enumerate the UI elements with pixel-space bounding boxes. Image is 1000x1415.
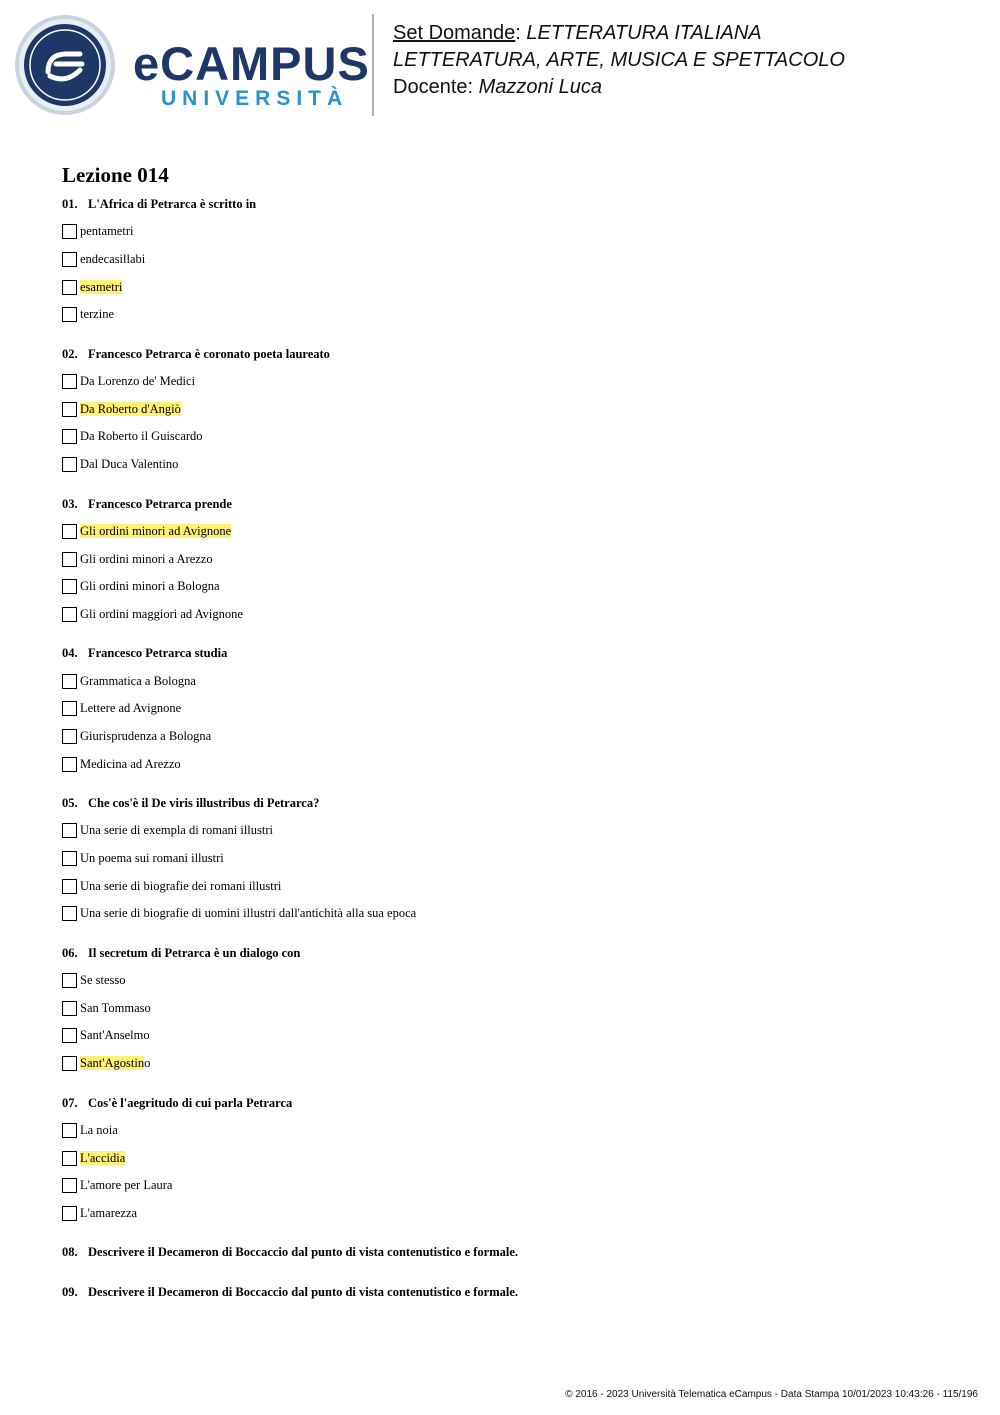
question-block (62, 346, 962, 479)
answer-label (80, 374, 195, 389)
question-text (62, 496, 962, 512)
answer-checkbox-icon[interactable] (62, 280, 77, 295)
answer-option[interactable] (62, 900, 962, 928)
answer-text: o (144, 1056, 151, 1071)
answer-checkbox-icon[interactable] (62, 1178, 77, 1193)
answer-label (80, 1123, 118, 1138)
answer-label (80, 701, 181, 716)
answer-label (80, 457, 178, 472)
answer-option[interactable] (62, 246, 962, 274)
answer-text: Gli ordini minori a Arezzo (80, 551, 213, 566)
answer-text: Un poema sui romani illustri (80, 851, 224, 866)
answer-option[interactable] (62, 518, 962, 546)
answer-option[interactable] (62, 1050, 962, 1078)
answer-label (80, 224, 133, 239)
question-number: 09. (62, 1285, 78, 1300)
answer-text: Una serie di biografie dei romani illustri (80, 878, 282, 893)
answer-option[interactable] (62, 994, 962, 1022)
question-number: 06. (62, 945, 78, 960)
answer-label (80, 823, 273, 838)
answer-text: pentametri (80, 224, 134, 239)
answer-text: L'amarezza (80, 1205, 138, 1220)
question-label: Francesco Petrarca è coronato poeta laureato (88, 346, 330, 361)
lesson-title: Lezione 014 (62, 163, 169, 187)
question-block (62, 1095, 962, 1228)
answer-label (80, 729, 211, 744)
answer-label (80, 1028, 150, 1043)
answer-checkbox-icon[interactable] (62, 1206, 77, 1221)
page-content (62, 162, 962, 1324)
question-number: 03. (62, 496, 78, 511)
question-number: 07. (62, 1095, 78, 1110)
set-label: Set Domande (393, 22, 516, 44)
ecampus-logo-badge-icon (14, 14, 116, 116)
answer-option[interactable] (62, 695, 962, 723)
answer-checkbox-icon[interactable] (62, 701, 77, 716)
course-line-2-row (393, 47, 845, 74)
answer-text: Lettere ad Avignone (80, 701, 182, 716)
answer-checkbox-icon[interactable] (62, 973, 77, 988)
page-header (0, 0, 1000, 130)
answer-option[interactable] (62, 1117, 962, 1145)
answer-text: Se stesso (80, 973, 126, 988)
question-label: Cos'è l'aegritudo di cui parla Petrarca (88, 1095, 293, 1110)
answer-checkbox-icon[interactable] (62, 757, 77, 772)
answer-text: Grammatica a Bologna (80, 673, 196, 688)
answer-text: L'amore per Laura (80, 1178, 173, 1193)
header-info (393, 20, 845, 101)
docente-name: Mazzoni Luca (478, 76, 603, 98)
answer-text: Una serie di biografie di uomini illustri dall'antichità alla sua epoca (80, 906, 417, 921)
answer-label (80, 429, 203, 444)
answer-label (80, 1151, 125, 1166)
answer-text: endecasillabi (80, 252, 146, 267)
answer-checkbox-icon[interactable] (62, 374, 77, 389)
answer-checkbox-icon[interactable] (62, 1123, 77, 1138)
question-number: 02. (62, 346, 78, 361)
question-label: L'Africa di Petrarca è scritto in (88, 197, 257, 211)
logo-brand: eCAMPUS (133, 37, 370, 90)
answer-label (80, 973, 126, 988)
answer-text: Giurisprudenza a Bologna (80, 728, 212, 743)
answer-option[interactable] (62, 218, 962, 246)
answer-checkbox-icon[interactable] (62, 823, 77, 838)
question-label: Il secretum di Petrarca è un dialogo con (88, 945, 301, 960)
question-block (62, 945, 962, 1078)
answer-option[interactable] (62, 368, 962, 396)
question-block (62, 196, 962, 329)
question-number: 04. (62, 646, 78, 661)
answer-option[interactable] (62, 451, 962, 479)
answer-option[interactable] (62, 395, 962, 423)
docente-label: Docente: (393, 76, 479, 98)
answer-text: Da Roberto il Guiscardo (80, 429, 203, 444)
answer-text: San Tommaso (80, 1000, 151, 1015)
answer-checkbox-icon[interactable] (62, 224, 77, 239)
highlighted-answer-text: esametri (80, 279, 123, 294)
answer-checkbox-icon[interactable] (62, 307, 77, 322)
question-block (62, 496, 962, 629)
answer-label (80, 879, 281, 894)
answer-checkbox-icon[interactable] (62, 1001, 77, 1016)
answer-option[interactable] (62, 750, 962, 778)
answer-label (80, 1178, 172, 1193)
set-separator: : (515, 22, 527, 44)
set-line (393, 20, 845, 47)
answer-text: Da Lorenzo de' Medici (80, 374, 196, 389)
question-label: Francesco Petrarca studia (88, 646, 228, 661)
answer-text: Gli ordini minori a Bologna (80, 579, 220, 594)
answer-option[interactable] (62, 301, 962, 329)
answer-label (80, 1056, 150, 1071)
answer-label (80, 280, 122, 295)
answer-label (80, 252, 145, 267)
question-text (62, 945, 962, 961)
answer-option[interactable] (62, 545, 962, 573)
answer-option[interactable] (62, 817, 962, 845)
question-text (62, 645, 962, 661)
answer-checkbox-icon[interactable] (62, 674, 77, 689)
highlighted-answer-text: Gli ordini minori ad Avignone (80, 523, 232, 538)
question-label: Che cos'è il De viris illustribus di Petrarca? (88, 796, 320, 810)
answer-label (80, 757, 181, 772)
answer-label (80, 307, 114, 322)
answer-option[interactable] (62, 573, 962, 601)
question-block (62, 645, 962, 778)
question-text (62, 1095, 962, 1111)
answer-checkbox-icon[interactable] (62, 906, 77, 921)
header-divider (372, 14, 374, 116)
answer-text: Gli ordini maggiori ad Avignone (80, 606, 243, 621)
answer-option[interactable] (62, 1172, 962, 1200)
highlighted-answer-text: L'accidia (80, 1150, 126, 1165)
question-list (62, 196, 962, 1227)
answer-checkbox-icon[interactable] (62, 402, 77, 417)
open-question-list (62, 1244, 962, 1300)
ecampus-logo-wordmark (133, 37, 370, 111)
highlighted-answer-text: Da Roberto d'Angiò (80, 401, 181, 416)
answer-checkbox-icon[interactable] (62, 1056, 77, 1071)
question-block (62, 795, 962, 928)
open-question-text (62, 1284, 962, 1300)
answer-checkbox-icon[interactable] (62, 457, 77, 472)
answer-label (80, 1001, 151, 1016)
question-label: Descrivere il Decameron di Boccaccio dal punto di vista contenutistico e formale. (88, 1285, 519, 1300)
answer-label (80, 906, 416, 921)
answer-label (80, 607, 243, 622)
answer-label (80, 579, 220, 594)
answer-text: Sant'Anselmo (80, 1028, 150, 1043)
answer-option[interactable] (62, 273, 962, 301)
answer-checkbox-icon[interactable] (62, 1028, 77, 1043)
question-text (62, 795, 962, 811)
docente-line (393, 74, 845, 101)
answer-checkbox-icon[interactable] (62, 879, 77, 894)
answer-option[interactable] (62, 967, 962, 995)
open-question-text (62, 1244, 962, 1260)
answer-label (80, 674, 196, 689)
answer-option[interactable] (62, 1200, 962, 1228)
answer-option[interactable] (62, 423, 962, 451)
answer-label (80, 524, 231, 539)
answer-option[interactable] (62, 723, 962, 751)
question-label: Descrivere il Decameron di Boccaccio dal punto di vista contenutistico e formale. (88, 1245, 519, 1260)
answer-checkbox-icon[interactable] (62, 1151, 77, 1166)
question-label: Francesco Petrarca prende (88, 496, 232, 511)
answer-checkbox-icon[interactable] (62, 252, 77, 267)
question-text (62, 196, 962, 212)
answer-checkbox-icon[interactable] (62, 552, 77, 567)
question-text (62, 346, 962, 362)
answer-text: La noia (80, 1122, 118, 1137)
answer-option[interactable] (62, 1022, 962, 1050)
answer-text: terzine (80, 307, 115, 322)
answer-checkbox-icon[interactable] (62, 729, 77, 744)
answer-text: Una serie di exempla di romani illustri (80, 823, 274, 838)
course-line-2: LETTERATURA, ARTE, MUSICA E SPETTACOLO (393, 49, 845, 71)
answer-option[interactable] (62, 872, 962, 900)
question-number: 08. (62, 1245, 78, 1260)
answer-text: Dal Duca Valentino (80, 457, 179, 472)
page-footer: © 2016 - 2023 Università Telematica eCampus - Data Stampa 10/01/2023 10:43:26 - 115/196 (565, 1389, 978, 1400)
course-line-1: LETTERATURA ITALIANA (526, 22, 762, 44)
answer-label (80, 402, 181, 417)
answer-text: Medicina ad Arezzo (80, 756, 181, 771)
highlighted-answer-text: Sant'Agostin (80, 1056, 145, 1071)
answer-checkbox-icon[interactable] (62, 524, 77, 539)
answer-label (80, 552, 213, 567)
question-number: 01. (62, 197, 78, 211)
answer-checkbox-icon[interactable] (62, 429, 77, 444)
answer-option[interactable] (62, 845, 962, 873)
answer-checkbox-icon[interactable] (62, 579, 77, 594)
answer-label (80, 1206, 137, 1221)
answer-label (80, 851, 224, 866)
answer-option[interactable] (62, 601, 962, 629)
answer-option[interactable] (62, 1144, 962, 1172)
logo-subtitle: UNIVERSITÀ (161, 87, 349, 110)
question-number: 05. (62, 796, 78, 810)
answer-option[interactable] (62, 667, 962, 695)
answer-checkbox-icon[interactable] (62, 607, 77, 622)
answer-checkbox-icon[interactable] (62, 851, 77, 866)
